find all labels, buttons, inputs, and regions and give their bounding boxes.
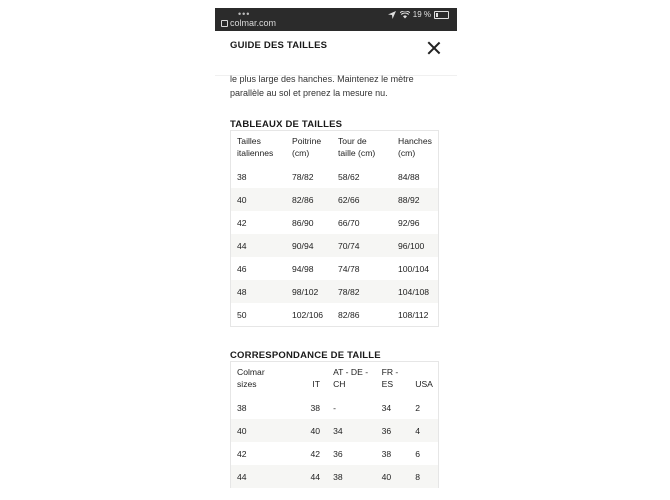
table-cell: 40	[381, 471, 392, 482]
modal-title: GUIDE DES TAILLES	[230, 40, 328, 51]
table-row	[231, 303, 438, 326]
table-cell: 42	[237, 217, 247, 228]
table-cell: 4	[415, 425, 421, 436]
corr-table-header	[231, 362, 438, 396]
intro-line: parallèle au sol et prenez la mesure nu.	[230, 88, 388, 98]
menu-dots: •••	[238, 9, 251, 19]
table-cell: 48	[237, 286, 247, 297]
table-cell: 44	[237, 471, 247, 482]
table-cell: 66/70	[338, 217, 360, 228]
table-cell: 102/106	[292, 309, 324, 320]
size-table	[230, 130, 439, 327]
url-bar[interactable]	[221, 18, 276, 28]
phone-screen	[215, 8, 457, 496]
table-cell: 40	[310, 425, 321, 436]
table-row	[231, 234, 438, 257]
table-cell: 84/88	[398, 171, 420, 182]
table-cell: -	[333, 402, 336, 413]
status-indicators	[388, 10, 449, 19]
table-cell: 90/94	[292, 240, 314, 251]
table-cell: 8	[415, 471, 421, 482]
size-table-header	[231, 131, 438, 165]
table-row	[231, 188, 438, 211]
wifi-icon	[400, 11, 410, 19]
table-row	[231, 442, 438, 465]
table-cell: 78/82	[338, 286, 360, 297]
table-cell: 42	[237, 448, 247, 459]
lock-icon	[221, 20, 228, 27]
table-cell: 40	[237, 194, 247, 205]
table-cell: 108/112	[398, 309, 429, 320]
table-cell: 36	[333, 448, 343, 459]
table-cell: 46	[237, 263, 247, 274]
modal-header	[215, 31, 457, 76]
table-cell: 38	[237, 171, 247, 182]
header-cell: Colmar sizes	[237, 367, 265, 389]
table-row	[231, 465, 438, 488]
table-cell: 70/74	[338, 240, 360, 251]
table-row	[231, 396, 438, 419]
close-icon[interactable]	[426, 40, 442, 56]
table-cell: 100/104	[398, 263, 430, 274]
header-cell: Hanches (cm)	[398, 136, 432, 158]
table-cell: 38	[237, 402, 247, 413]
table-cell: 38	[333, 471, 343, 482]
header-cell: AT - DE - CH	[333, 367, 369, 389]
battery-icon	[434, 11, 449, 19]
header-cell: USA	[415, 379, 433, 389]
table-row	[231, 280, 438, 303]
table-cell: 44	[237, 240, 247, 251]
table-cell: 58/62	[338, 171, 360, 182]
table-cell: 62/66	[338, 194, 360, 205]
url-text: colmar.com	[230, 18, 277, 28]
table-cell: 82/86	[338, 309, 360, 320]
table-cell: 44	[310, 471, 321, 482]
table-cell: 36	[381, 425, 392, 436]
table-cell: 88/92	[398, 194, 420, 205]
table-cell: 94/98	[292, 263, 314, 274]
battery-percent: 19 %	[412, 10, 431, 19]
table-cell: 2	[415, 402, 421, 413]
location-icon	[388, 11, 397, 19]
table-cell: 38	[310, 402, 321, 413]
corr-table-title: CORRESPONDANCE DE TAILLE	[230, 350, 381, 361]
size-table-title: TABLEAUX DE TAILLES	[230, 119, 343, 130]
table-cell: 42	[310, 448, 321, 459]
table-cell: 104/108	[398, 286, 430, 297]
table-cell: 40	[237, 425, 247, 436]
table-cell: 98/102	[292, 286, 319, 297]
header-cell: Poitrine (cm)	[292, 136, 322, 158]
table-cell: 34	[381, 402, 392, 413]
intro-text	[230, 72, 445, 100]
table-cell: 74/78	[338, 263, 360, 274]
table-cell: 82/86	[292, 194, 314, 205]
table-cell: 78/82	[292, 171, 314, 182]
table-cell: 86/90	[292, 217, 314, 228]
table-cell: 92/96	[398, 217, 420, 228]
table-cell: 6	[415, 448, 421, 459]
browser-status-bar	[215, 8, 457, 31]
intro-line: le plus large des hanches. Maintenez le mètre	[230, 74, 414, 84]
table-row	[231, 211, 438, 234]
header-cell: FR - ES	[381, 367, 399, 389]
table-cell: 50	[237, 309, 247, 320]
header-cell: Tailles italiennes	[237, 136, 274, 158]
table-row	[231, 165, 438, 188]
correspondence-table	[230, 361, 439, 488]
table-cell: 96/100	[398, 240, 425, 251]
table-cell: 34	[333, 425, 343, 436]
table-row	[231, 419, 438, 442]
table-row	[231, 257, 438, 280]
header-cell: IT	[312, 379, 321, 389]
table-cell: 38	[381, 448, 392, 459]
header-cell: Tour de taille (cm)	[338, 136, 376, 158]
